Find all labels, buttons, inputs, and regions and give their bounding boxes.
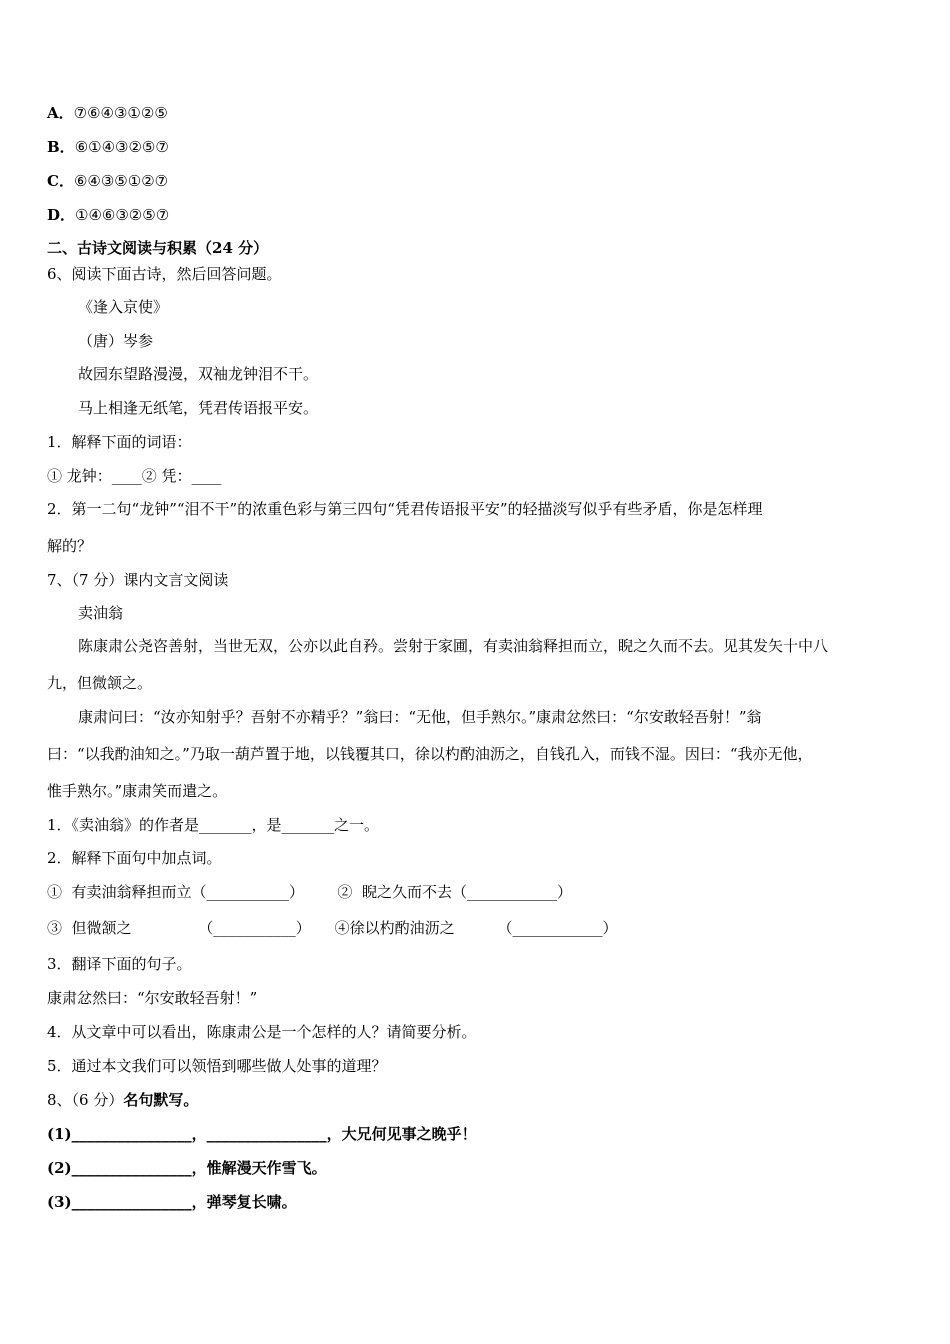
choice-d <box>47 205 169 225</box>
q8-line: (2)________________，惟解漫天作雪飞。 <box>47 1159 327 1177</box>
passage-line: 曰：“以我酌油知之。”乃取一葫芦置于地，以钱覆其口，徐以杓酌油沥之，自钱孔入，而钱不湿。因曰：“我亦无他， <box>47 745 813 763</box>
passage-line: 康肃问曰：“汝亦知射乎？吾射不亦精乎？”翁曰：“无他，但手熟尔。”康肃忿然曰：“尔安敢轻吾射！”翁 <box>78 708 762 726</box>
choice-letter: B． <box>47 138 75 156</box>
q7-sub4: 4．从文章中可以看出，陈康肃公是一个怎样的人？请简要分析。 <box>47 1023 477 1041</box>
choice-letter: A． <box>47 104 74 122</box>
q8-stem <box>47 1090 198 1110</box>
choice-b <box>47 137 169 157</box>
section-title: 二、古诗文阅读与积累（24 分） <box>47 239 269 257</box>
passage-line: 陈康肃公尧咨善射，当世无双，公亦以此自矜。尝射于家圃，有卖油翁释担而立，睨之久而不去。见其发矢十中八 <box>78 637 829 655</box>
text-title: 卖油翁 <box>78 604 124 622</box>
q8-line: (3)________________，弹琴复长啸。 <box>47 1193 297 1211</box>
q6-stem: 6、阅读下面古诗，然后回答问题。 <box>47 265 282 283</box>
q6-sub2: 2．第一二句“龙钟”“泪不干”的浓重色彩与第三四句“凭君传语报平安”的轻描淡写似乎有些矛盾，你是怎样理 <box>47 500 763 518</box>
choice-text: ⑦⑥④③①②⑤ <box>73 104 168 122</box>
choice-letter: C． <box>47 172 74 190</box>
q7-sub5: 5．通过本文我们可以领悟到哪些做人处事的道理？ <box>47 1057 387 1075</box>
passage-line: 惟手熟尔。”康肃笑而遣之。 <box>47 782 228 800</box>
q6-sub1: 1．解释下面的词语： <box>47 433 192 451</box>
q7-sub2-row: ③ 但微颔之 （___________） ④徐以杓酌油沥之 （____________） <box>47 919 618 937</box>
choice-text: ①④⑥③②⑤⑦ <box>75 206 170 224</box>
choice-text: ⑥①④③②⑤⑦ <box>74 138 169 156</box>
poem-title: 《逢入京使》 <box>78 298 169 316</box>
q8-stem-prefix: 8、（6 分） <box>47 1091 124 1109</box>
q8-line: (1)________________，________________，大兄何见事之晚乎！ <box>47 1125 477 1143</box>
choice-text: ⑥④③⑤①②⑦ <box>73 172 169 190</box>
q7-sub2-row: ① 有卖油翁释担而立（___________） ② 睨之久而不去（____________） <box>47 883 572 901</box>
q7-sub2: 2．解释下面句中加点词。 <box>47 849 222 867</box>
choice-c <box>47 171 168 191</box>
passage-line: 九，但微颔之。 <box>47 674 153 692</box>
poem-line: 马上相逢无纸笔，凭君传语报平安。 <box>78 399 319 417</box>
choice-letter: D． <box>47 206 76 224</box>
q6-sub1-blanks: ① 龙钟：____② 凭：____ <box>47 467 222 485</box>
q7-sub3: 3．翻译下面的句子。 <box>47 955 192 973</box>
poem-line: 故园东望路漫漫，双袖龙钟泪不干。 <box>78 365 319 383</box>
choice-a <box>47 103 168 123</box>
q7-sub3-sentence: 康肃忿然曰：“尔安敢轻吾射！” <box>47 989 258 1007</box>
q8-stem-title: 名句默写。 <box>123 1091 199 1109</box>
q7-stem: 7、（7 分）课内文言文阅读 <box>47 571 229 589</box>
poem-author: （唐）岑参 <box>78 332 154 350</box>
q7-sub1: 1．《卖油翁》的作者是_______，是_______之一。 <box>47 816 380 834</box>
q6-sub2-cont: 解的？ <box>47 537 93 555</box>
